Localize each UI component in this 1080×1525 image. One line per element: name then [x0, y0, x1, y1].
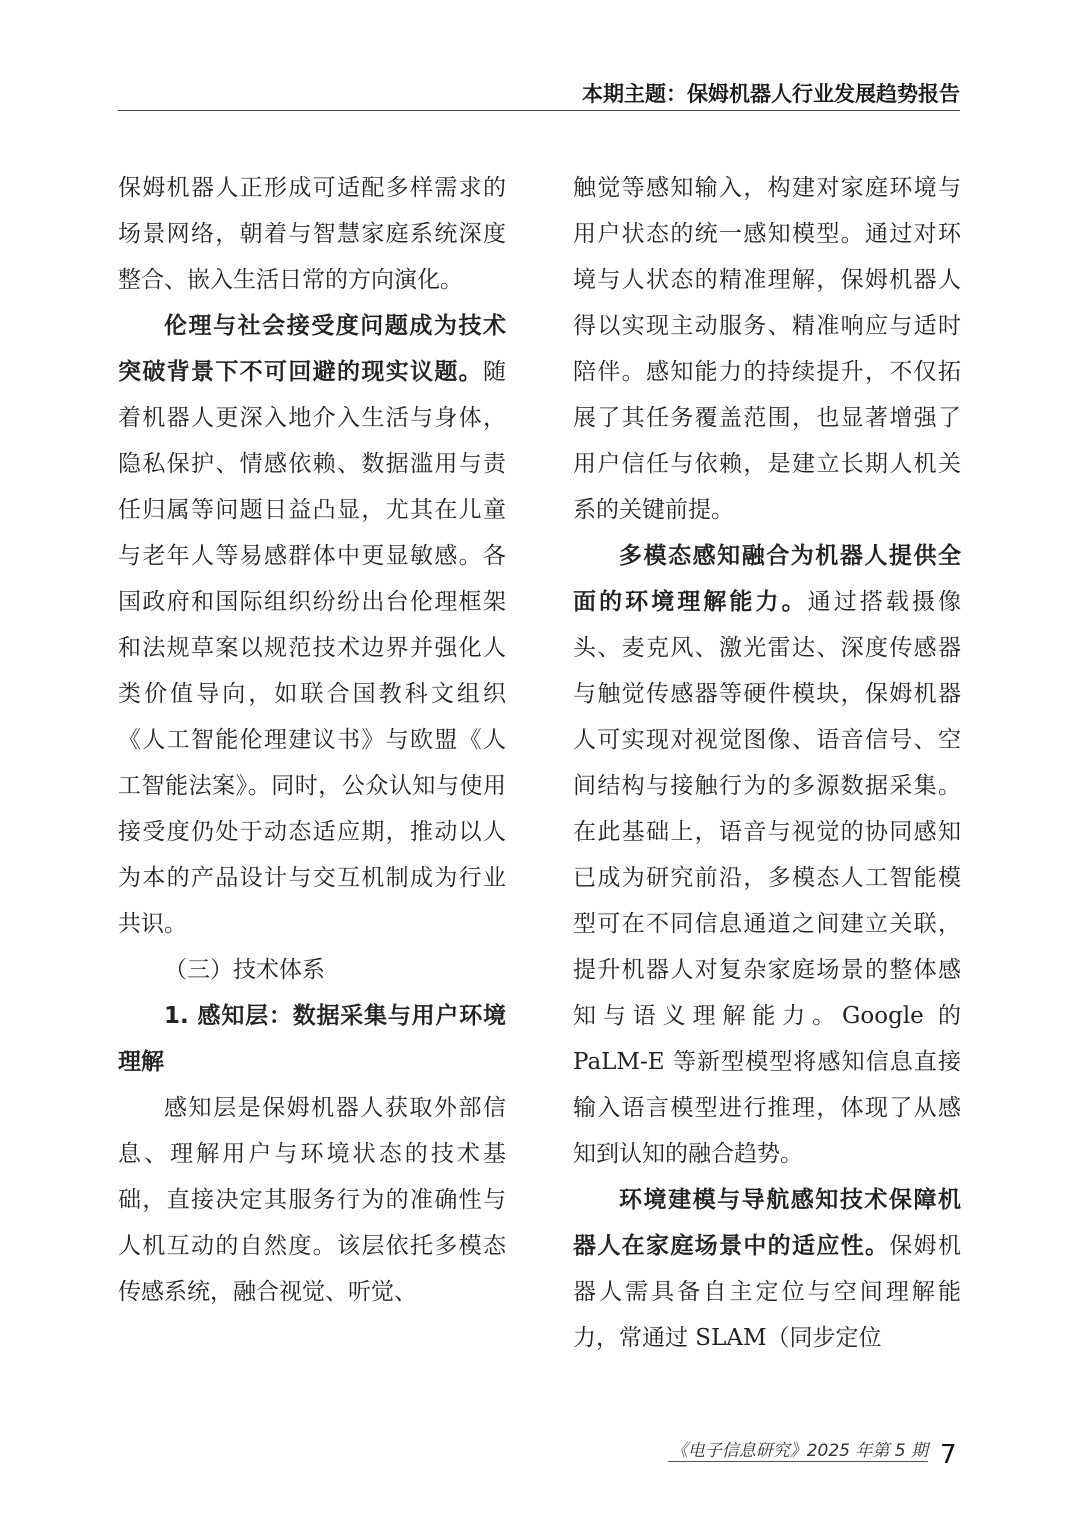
paragraph: [118, 303, 506, 947]
subsection-heading: 1. 感知层：数据采集与用户环境理解: [118, 1003, 506, 1075]
section-heading: （三）技术体系: [164, 957, 325, 983]
paragraph: [573, 1177, 961, 1361]
journal-footer: 《电子信息研究》2025 年第 5 期: [670, 1441, 928, 1461]
header-divider: [118, 110, 960, 111]
paragraph: [573, 533, 961, 1177]
footer-divider: [668, 1461, 928, 1462]
paragraph-lead: 环境建模与导航感知技术保障机器人在家庭场景中的适应性。: [573, 1187, 961, 1259]
paragraph-lead: 多模态感知融合为机器人提供全面的环境理解能力。: [573, 543, 961, 615]
paragraph-body: 随着机器人更深入地介入生活与身体，隐私保护、情感依赖、数据滥用与责任归属等问题日益凸显，尤其在儿童与老年人等易感群体中更显敏感。各国政府和国际组织纷纷出台伦理框架和法规草案以规范技术边界并强化人类价值导向，如联合国教科文组织《人工智能伦理建议书》与欧盟《人工智能法案》。同时，公众认知与使用接受度仍处于动态适应期，推动以人为本的产品设计与交互机制成为行业共识。: [118, 359, 506, 937]
paragraph-body: 保姆机器人需具备自主定位与空间理解能力，常通过 SLAM（同步定位: [573, 1233, 962, 1351]
paragraph-lead: 伦理与社会接受度问题成为技术突破背景下不可回避的现实议题。: [118, 313, 506, 385]
page-number: 7: [940, 1440, 957, 1470]
paragraph-body: 通过搭载摄像头、麦克风、激光雷达、深度传感器与触觉传感器等硬件模块，保姆机器人可实现对视觉图像、语音信号、空间结构与接触行为的多源数据采集。在此基础上，语音与视觉的协同感知已成为研究前沿，多模态人工智能模型可在不同信息通道之间建立关联，提升机器人对复杂家庭场景的整体感知与语义理解能力。Google 的 PaLM-E 等新型模型将感知信息直接输入语言模型进行推理，体现了从感知到认知的融合趋势。: [573, 589, 962, 1167]
left-column: [118, 165, 506, 1315]
right-column: [573, 165, 961, 1361]
paragraph: 触觉等感知输入，构建对家庭环境与用户状态的统一感知模型。通过对环境与人状态的精准理解，保姆机器人得以实现主动服务、精准响应与适时陪伴。感知能力的持续提升，不仅拓展了其任务覆盖范围，也显著增强了用户信任与依赖，是建立长期人机关系的关键前提。: [573, 175, 961, 523]
paragraph: 保姆机器人正形成可适配多样需求的场景网络，朝着与智慧家庭系统深度整合、嵌入生活日常的方向演化。: [118, 175, 506, 293]
paragraph: 感知层是保姆机器人获取外部信息、理解用户与环境状态的技术基础，直接决定其服务行为的准确性与人机互动的自然度。该层依托多模态传感系统，融合视觉、听觉、: [118, 1095, 506, 1305]
running-header: 本期主题：保姆机器人行业发展趋势报告: [582, 82, 960, 106]
